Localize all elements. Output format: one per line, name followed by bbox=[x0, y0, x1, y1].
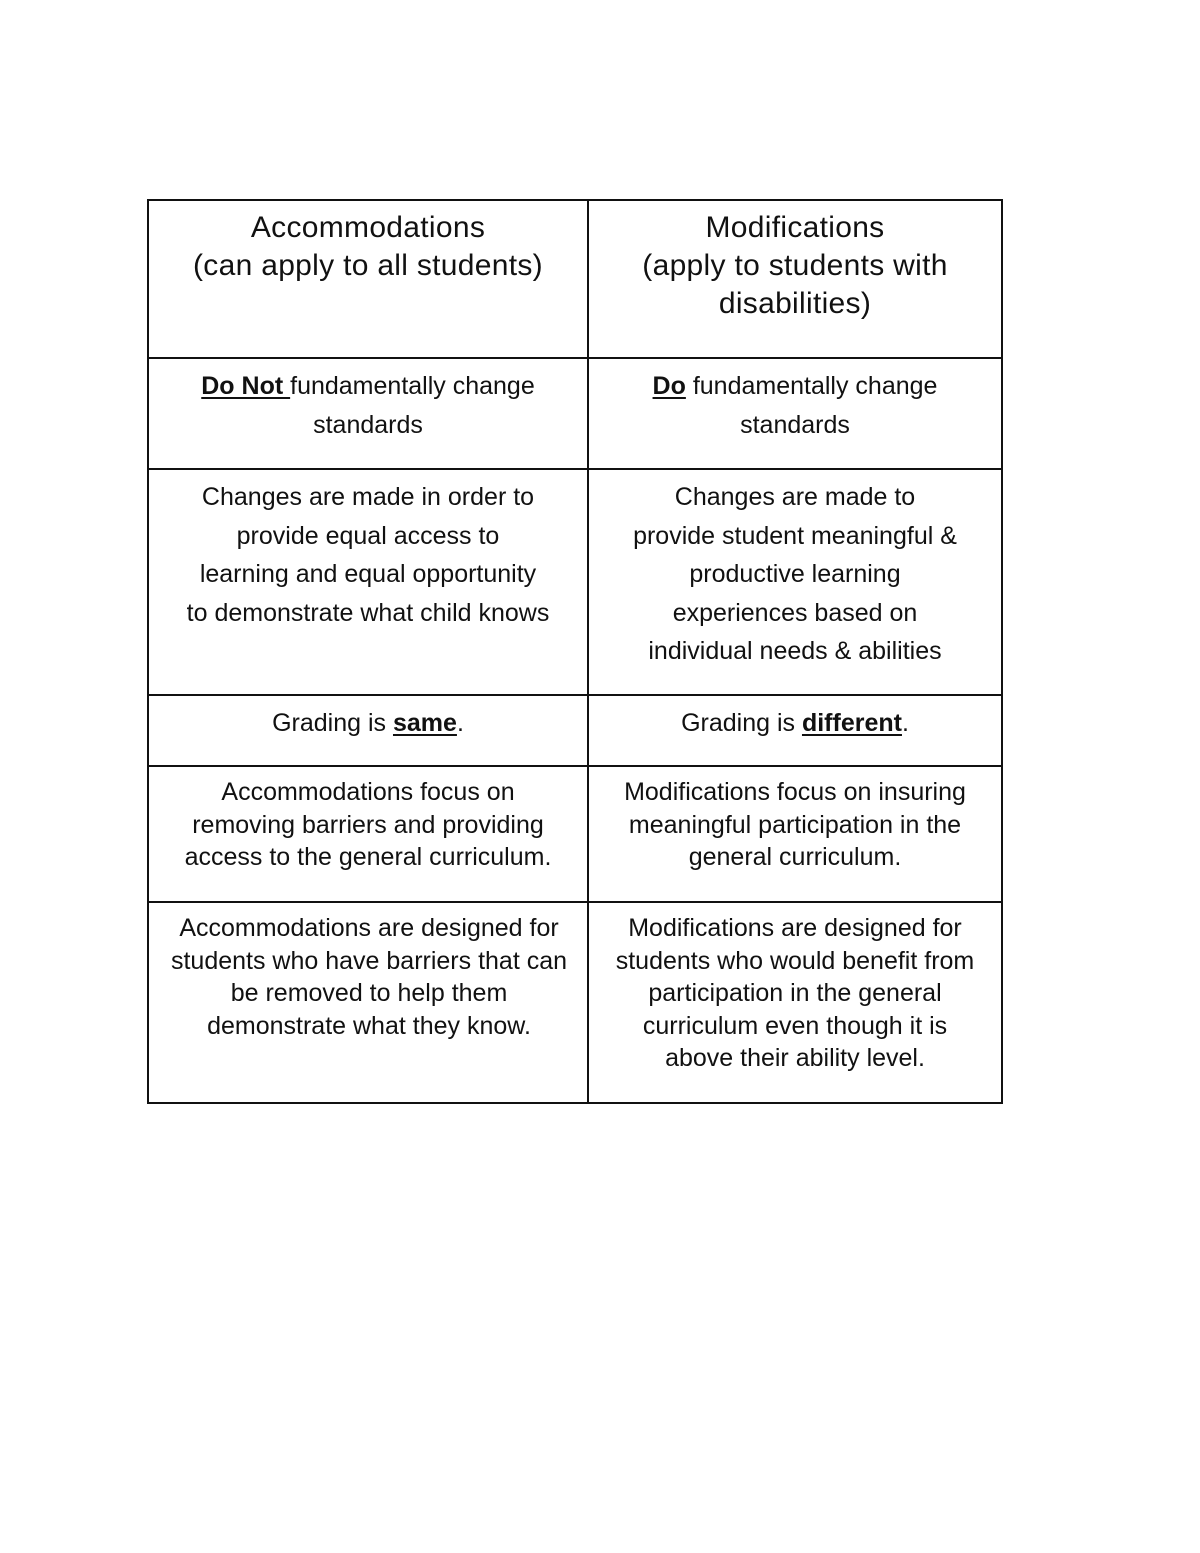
grading-right-prefix: Grading is bbox=[681, 709, 802, 737]
cell-modifications-changes bbox=[588, 469, 1002, 695]
focus-left-line: access to the general curriculum. bbox=[184, 843, 552, 871]
cell-modifications-designed bbox=[588, 902, 1002, 1103]
cell-modifications-standards bbox=[588, 358, 1002, 469]
standards-right-line-2: standards bbox=[740, 410, 850, 439]
header-modifications-subtitle-line-1: (apply to students with bbox=[642, 249, 948, 282]
changes-left-line: Changes are made in order to bbox=[201, 483, 535, 511]
focus-right-line: meaningful participation in the bbox=[628, 810, 962, 839]
header-accommodations-title: Accommodations bbox=[250, 211, 486, 244]
standards-right-line-1 bbox=[589, 367, 1001, 406]
changes-left-line: learning and equal opportunity bbox=[199, 560, 537, 588]
designed-right-line: participation in the general bbox=[648, 979, 942, 1007]
changes-left-line: to demonstrate what child knows bbox=[186, 598, 550, 627]
cell-accommodations-standards bbox=[148, 358, 588, 469]
cell-accommodations-designed bbox=[148, 902, 588, 1103]
standards-left-line-2: standards bbox=[313, 410, 423, 439]
designed-right-line: Modifications are designed for bbox=[628, 914, 962, 942]
designed-left-line: Accommodations are designed for bbox=[179, 914, 559, 942]
designed-right-line: students who would benefit from bbox=[615, 946, 975, 975]
changes-right-line: experiences based on bbox=[672, 598, 918, 627]
focus-right-line: Modifications focus on insuring bbox=[624, 778, 966, 806]
do-not-emphasis: Do Not bbox=[201, 372, 291, 400]
grading-right-suffix: . bbox=[901, 709, 909, 737]
changes-right-line: Changes are made to bbox=[674, 483, 916, 511]
standards-right-text-1: fundamentally change bbox=[685, 372, 938, 400]
header-modifications-title: Modifications bbox=[705, 211, 885, 244]
table-row-changes bbox=[148, 469, 1002, 695]
header-accommodations bbox=[148, 200, 588, 358]
changes-right-line: provide student meaningful & bbox=[633, 521, 957, 550]
focus-left-line: Accommodations focus on bbox=[221, 778, 515, 806]
grading-left-prefix: Grading is bbox=[272, 709, 393, 737]
designed-left-line: demonstrate what they know. bbox=[207, 1011, 531, 1040]
do-emphasis: Do bbox=[652, 372, 686, 400]
cell-accommodations-changes bbox=[148, 469, 588, 695]
standards-left-line-1 bbox=[149, 367, 587, 406]
table-row-focus bbox=[148, 766, 1002, 902]
cell-accommodations-grading bbox=[148, 695, 588, 766]
designed-right-line: curriculum even though it is bbox=[642, 1011, 948, 1040]
table-row-designed bbox=[148, 902, 1002, 1103]
comparison-table bbox=[147, 199, 1003, 1104]
designed-left-line: students who have barriers that can bbox=[170, 946, 568, 975]
header-accommodations-subtitle: (can apply to all students) bbox=[193, 249, 543, 282]
table-header-row bbox=[148, 200, 1002, 358]
cell-modifications-focus bbox=[588, 766, 1002, 902]
changes-right-line: productive learning bbox=[689, 560, 901, 588]
focus-left-line: removing barriers and providing bbox=[192, 810, 544, 839]
grading-same-emphasis: same bbox=[392, 709, 457, 737]
header-modifications-subtitle-line-2: disabilities) bbox=[718, 287, 872, 320]
cell-modifications-grading bbox=[588, 695, 1002, 766]
changes-left-line: provide equal access to bbox=[236, 521, 500, 550]
table-row-standards bbox=[148, 358, 1002, 469]
cell-accommodations-focus bbox=[148, 766, 588, 902]
grading-different-emphasis: different bbox=[801, 709, 902, 737]
changes-right-line: individual needs & abilities bbox=[648, 637, 942, 665]
designed-right-line: above their ability level. bbox=[665, 1044, 925, 1072]
designed-left-line: be removed to help them bbox=[230, 979, 508, 1007]
focus-right-line: general curriculum. bbox=[688, 843, 902, 871]
table-row-grading bbox=[148, 695, 1002, 766]
grading-left-suffix: . bbox=[456, 709, 464, 737]
standards-left-text-1: fundamentally change bbox=[290, 372, 535, 400]
header-modifications bbox=[588, 200, 1002, 358]
